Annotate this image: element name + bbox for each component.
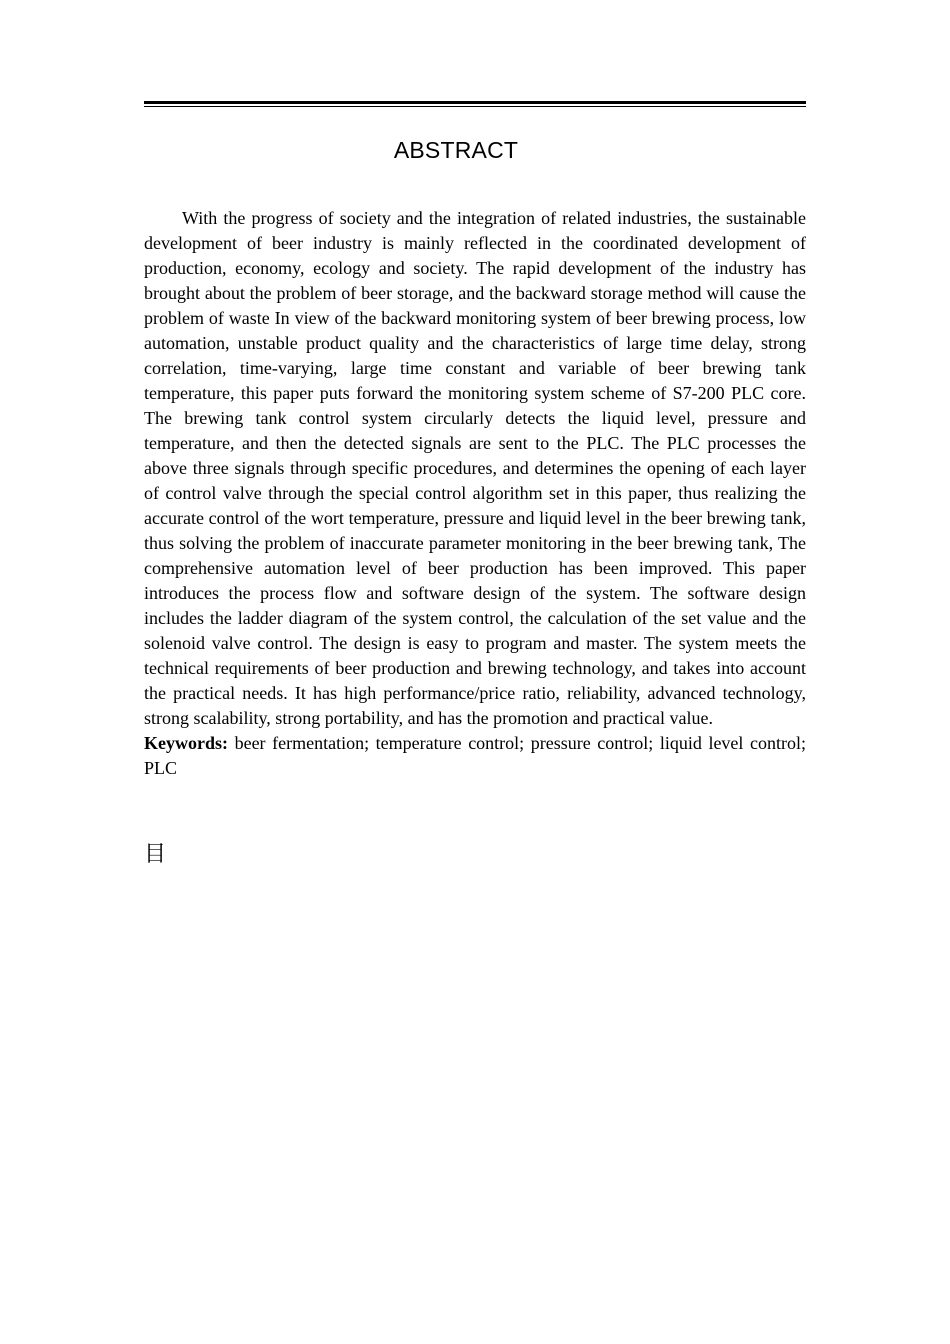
keywords-paragraph — [144, 731, 806, 781]
keywords-label: Keywords: — [144, 733, 228, 753]
keywords-list: beer fermentation; temperature control; pressure control; liquid level control; PLC — [144, 733, 806, 778]
header-rule-thick — [144, 101, 806, 104]
header-rule-thin — [144, 106, 806, 107]
header-double-rule — [144, 101, 806, 107]
table-of-contents-heading-fragment: 目 — [144, 842, 167, 867]
abstract-body — [144, 206, 806, 781]
abstract-paragraph: With the progress of society and the integration of related industries, the sustainable development of beer industry is mainly reflected in the coordinated development of production, economy, ecology and society. The rapid development of the industry has brought about the problem of beer storage, and the backward storage method will cause the problem of waste In view of the backward monitoring system of beer brewing process, low automation, unstable product quality and the characteristics of large time delay, strong correlation, time-varying, large time constant and variable of beer brewing tank temperature, this paper puts forward the monitoring system scheme of S7-200 PLC core. The brewing tank control system circularly detects the liquid level, pressure and temperature, and then the detected signals are sent to the PLC. The PLC processes the above three signals through specific procedures, and determines the opening of each layer of control valve through the special control algorithm set in this paper, thus realizing the accurate control of the wort temperature, pressure and liquid level in the beer brewing tank, thus solving the problem of inaccurate parameter monitoring in the beer brewing tank, The comprehensive automation level of beer production has been improved. This paper introduces the process flow and software design of the system. The software design includes the ladder diagram of the system control, the calculation of the set value and the solenoid valve control. The design is easy to program and master. The system meets the technical requirements of beer production and brewing technology, and takes into account the practical needs. It has high performance/price ratio, reliability, advanced technology, strong scalability, strong portability, and has the promotion and practical value. — [144, 208, 806, 728]
abstract-title: ABSTRACT — [393, 137, 519, 163]
